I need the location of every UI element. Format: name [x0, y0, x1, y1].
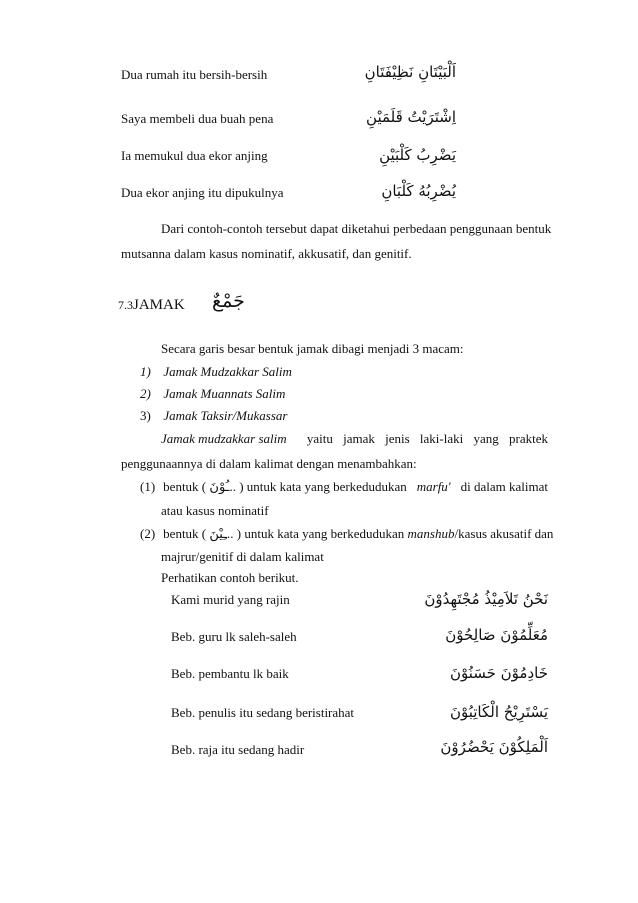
dual-example-translation: Ia memukul dua ekor anjing	[121, 148, 268, 163]
dual-example-translation: Dua ekor anjing itu dipukulnya	[121, 185, 284, 200]
list-label: Jamak Taksir/Mukassar	[163, 408, 288, 423]
form-item-2-line2: majrur/genitif di dalam kalimat	[161, 549, 324, 564]
plural-example-translation: Beb. guru lk saleh-saleh	[171, 629, 297, 644]
form-term: marfu'	[416, 479, 451, 494]
dual-example-arabic: يَضْرِبُ كَلْبَيْنِ	[379, 146, 456, 164]
dual-conclusion-line2: mutsanna dalam kasus nominatif, akkusatif, dan genitif.	[121, 246, 412, 261]
dual-example-translation: Saya membeli dua buah pena	[121, 111, 274, 126]
plural-example-translation: Beb. raja itu sedang hadir	[171, 742, 305, 757]
examples-intro: Perhatikan contoh berikut.	[161, 570, 299, 585]
jamak-type-item	[140, 386, 285, 402]
form-item-1	[140, 479, 548, 495]
section-title: JAMAK	[133, 297, 185, 313]
form-term: manshub	[407, 526, 455, 541]
plural-example-translation: Beb. penulis itu sedang beristirahat	[171, 705, 355, 720]
jms-definition-line1	[161, 431, 548, 447]
form-suffix-arabic: ـُوْنَ	[209, 480, 230, 495]
form-number: (2)	[140, 526, 156, 541]
form-item-1-line2: atau kasus nominatif	[161, 503, 269, 518]
plural-example-arabic: مُعَلِّمُوْنَ صَالِحُوْنَ	[445, 626, 548, 644]
jms-definition-line2: penggunaannya di dalam kalimat dengan menambahkan:	[121, 456, 417, 471]
plural-example-arabic: اَلْمَلِكُوْنَ يَحْضُرُوْنَ	[440, 738, 548, 756]
form-pre: bentuk (	[163, 479, 207, 494]
plural-example-arabic: خَادِمُوْنَ حَسَنُوْنَ	[449, 664, 548, 682]
section-arabic-title: جَمْعٌ	[212, 290, 245, 312]
jamak-type-item	[140, 408, 287, 424]
form-item-2	[140, 526, 554, 542]
form-tail: /kasus akusatif dan	[454, 526, 554, 541]
plural-example-arabic: نَحْنُ تَلاَمِيْذُ مُجْتَهِدُوْنَ	[424, 590, 548, 608]
list-number: 3)	[140, 408, 151, 423]
plural-example-arabic: يَسْتَرِيْحُ الْكَاتِبُوْنَ	[449, 703, 548, 721]
dual-example-arabic: اَلْبَيْتَانِ نَظِيْفَتَانِ	[364, 63, 456, 81]
form-suffix-arabic: ـِيْنَ	[209, 527, 228, 542]
jamak-type-item	[140, 364, 292, 380]
jms-definition-text: yaitu jamak jenis laki-laki yang praktek	[306, 431, 548, 446]
jamak-intro: Secara garis besar bentuk jamak dibagi menjadi 3 macam:	[161, 341, 464, 356]
dual-example-arabic: يُضْرِبُهُ كَلْبَانِ	[381, 182, 456, 200]
section-number: 7.3	[118, 298, 133, 312]
list-label: Jamak Mudzakkar Salim	[163, 364, 292, 379]
form-post: .. ) untuk kata yang berkedudukan	[227, 526, 405, 541]
form-number: (1)	[140, 479, 156, 494]
form-tail: di dalam kalimat	[460, 479, 548, 494]
list-number: 2)	[140, 386, 151, 401]
section-heading	[118, 297, 185, 314]
dual-conclusion-line1: Dari contoh-contoh tersebut dapat diketahui perbedaan penggunaan bentuk	[161, 221, 552, 236]
plural-example-translation: Beb. pembantu lk baik	[171, 666, 289, 681]
dual-example-arabic: اِشْتَرَيْتُ قَلَمَيْنِ	[366, 108, 456, 126]
plural-example-translation: Kami murid yang rajin	[171, 592, 290, 607]
form-pre: bentuk (	[163, 526, 207, 541]
list-label: Jamak Muannats Salim	[163, 386, 286, 401]
form-post: .. ) untuk kata yang berkedudukan	[229, 479, 407, 494]
list-number: 1)	[140, 364, 151, 379]
jms-term: Jamak mudzakkar salim	[161, 431, 287, 446]
dual-example-translation: Dua rumah itu bersih-bersih	[121, 67, 268, 82]
